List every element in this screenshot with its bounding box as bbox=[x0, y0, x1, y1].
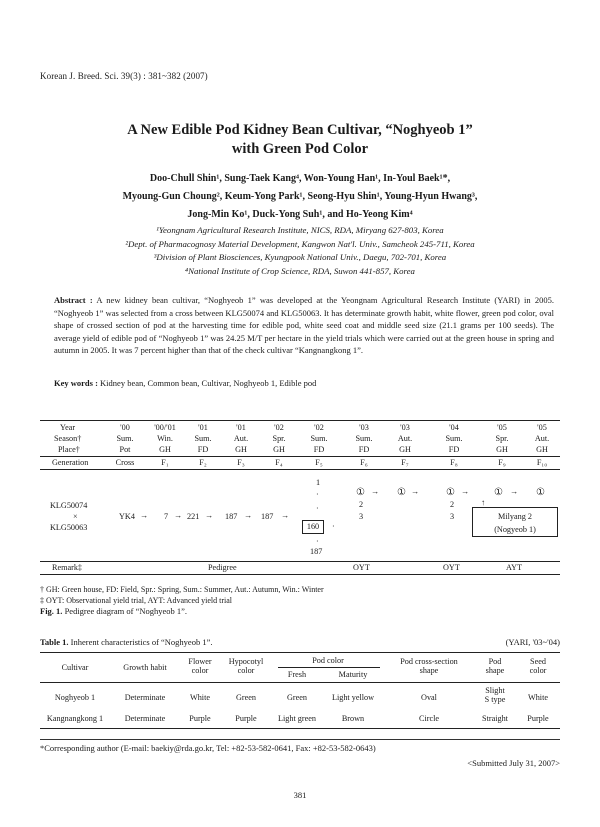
header-pod-cross bbox=[384, 657, 474, 675]
cell-maturity: Light yellow bbox=[331, 693, 375, 702]
header-hypocotyl bbox=[220, 657, 272, 675]
fig-generation-cell: F₁₀ bbox=[536, 458, 548, 467]
fig-place-cell: FD bbox=[358, 445, 370, 454]
rule-mid bbox=[40, 456, 560, 457]
figure-caption-label: Fig. 1. bbox=[40, 606, 63, 616]
header-podcross-line2: shape bbox=[419, 666, 439, 675]
cell-growth: Determinate bbox=[124, 693, 166, 702]
author-line: Jong-Min Ko¹, Duck-Yong Suh¹, and Ho-Yeong Kim⁴ bbox=[187, 209, 413, 220]
arrow: → bbox=[205, 511, 214, 520]
fig-year-cell: '01 bbox=[236, 423, 246, 432]
dot: · bbox=[332, 522, 335, 531]
header-pod-color: Pod color bbox=[312, 656, 344, 665]
footnote: ‡ OYT: Observational yield trial, AYT: Advanced yield trial bbox=[40, 596, 232, 605]
cell-fresh: Light green bbox=[278, 714, 316, 723]
author-list bbox=[0, 170, 600, 224]
fig-place-cell: FD bbox=[197, 445, 209, 454]
f8-line3: 3 bbox=[450, 512, 455, 521]
arrow: → bbox=[371, 487, 380, 496]
remark-oyt: OYT bbox=[443, 563, 460, 572]
cell-cultivar: Kangnangkong 1 bbox=[46, 714, 104, 723]
header-flower-line1: Flower bbox=[188, 657, 212, 666]
fig-year-cell: '01 bbox=[198, 423, 208, 432]
cultivar-result-box bbox=[472, 507, 558, 537]
fig-generation-cell: F₂ bbox=[199, 458, 207, 467]
cell-hypocotyl: Green bbox=[235, 693, 256, 702]
dot: · bbox=[316, 537, 319, 546]
fig-season-cell: Win. bbox=[157, 434, 173, 443]
f5-top: 1 bbox=[316, 478, 321, 487]
table-characteristics bbox=[40, 652, 560, 732]
cell-flower: White bbox=[189, 693, 210, 702]
fig-year-cell: '00 bbox=[120, 423, 130, 432]
fig-place-cell: GH bbox=[159, 445, 171, 454]
cell-cross: Oval bbox=[421, 693, 437, 702]
f6-line2: 2 bbox=[359, 500, 364, 509]
fig-generation-cell: Cross bbox=[115, 458, 135, 467]
result-box-line1: Milyang 2 bbox=[498, 512, 532, 521]
fig-place-cell: FD bbox=[313, 445, 325, 454]
row-label-generation: Generation bbox=[52, 458, 89, 467]
fig-season-cell: Aut. bbox=[233, 434, 249, 443]
fig-generation-cell: F₈ bbox=[450, 458, 458, 467]
keywords-text: Kidney bean, Common bean, Cultivar, Noghyeob 1, Edible pod bbox=[100, 378, 317, 388]
fig-year-cell: '03 bbox=[359, 423, 369, 432]
fig-place-cell: GH bbox=[496, 445, 508, 454]
remark-oyt: OYT bbox=[353, 563, 370, 572]
header-pod-shape bbox=[474, 657, 516, 675]
header-seed-line2: color bbox=[529, 666, 547, 675]
author-line: Myoung-Gun Choung², Keum-Yong Park¹, Seong-Hyu Shin¹, Young-Hyun Hwang³, bbox=[122, 191, 478, 202]
header-seed-color bbox=[516, 657, 560, 675]
f6-circled: ① bbox=[356, 487, 365, 498]
keywords-label: Key words : bbox=[54, 378, 98, 388]
paper-title-line1: A New Edible Pod Kidney Bean Cultivar, “Noghyeob 1” bbox=[127, 122, 473, 138]
arrow: → bbox=[140, 511, 149, 520]
fig-generation-cell: F₆ bbox=[360, 458, 368, 467]
row-label-place: Place† bbox=[58, 445, 80, 454]
footer-rule bbox=[40, 739, 560, 740]
parent1: KLG50074 bbox=[50, 501, 88, 510]
dot: · bbox=[316, 490, 319, 499]
abstract-text: A new kidney bean cultivar, “Noghyeob 1” was developed at the Yeongnam Agricultural Research Institute (YARI) in 2005. “Noghyeob 1” was selected from a cross between KLG50074 and KLG50063. It has determinate growth habit, white flower, green pod color, oval shape of crossed section of pod at the harvesting time for edible pod, white seed coat and middle seed size (21.1 grams per 100 seeds). The average yield of edible pod of “Noghyeob 1” was 24.25 M/T per hectare in the yield trials which were carried out at the green house in spring and autumn in 2005. It was 7 percent higher than that of the check cultivar “Kangnangkong 1”. bbox=[54, 295, 555, 356]
fig-season-cell: Aut. bbox=[397, 434, 413, 443]
affiliation: ²Dept. of Pharmacognosy Material Development, Kangwon Nat'l. Univ., Samcheok 245-711, Korea bbox=[125, 238, 475, 249]
fig-place-cell: GH bbox=[399, 445, 411, 454]
submitted-date: <Submitted July 31, 2007> bbox=[467, 758, 560, 768]
f5-selected-box: 160 bbox=[302, 520, 324, 534]
header-seed-line1: Seed bbox=[530, 657, 546, 666]
f8-line2: 2 bbox=[450, 500, 455, 509]
f1-count: 7 bbox=[164, 512, 169, 521]
rule-remark-top bbox=[40, 561, 560, 562]
cell-seed: White bbox=[527, 693, 548, 702]
fig-year-cell: '04 bbox=[449, 423, 459, 432]
cell-seed: Purple bbox=[527, 714, 549, 723]
table-caption-label: Table 1. bbox=[40, 637, 69, 647]
table-caption-text: Inherent characteristics of “Noghyeob 1”. bbox=[70, 637, 213, 647]
affiliation: ³Division of Plant Biosciences, Kyungpook National Univ., Daegu, 702-701, Korea bbox=[153, 252, 447, 262]
fig-place-cell: FD bbox=[448, 445, 460, 454]
arrow: → bbox=[174, 511, 183, 520]
f7-circled: ① bbox=[397, 487, 406, 498]
fig-season-cell: Sum. bbox=[116, 434, 134, 443]
dot: · bbox=[316, 504, 319, 513]
fig-place-cell: GH bbox=[536, 445, 548, 454]
fig-generation-cell: F₃ bbox=[237, 458, 245, 467]
fig-generation-cell: F₅ bbox=[315, 458, 323, 467]
fig-season-cell: Sum. bbox=[194, 434, 212, 443]
cell-fresh: Green bbox=[286, 693, 307, 702]
page-number: 381 bbox=[293, 790, 307, 800]
table-caption bbox=[40, 637, 560, 647]
cell-growth: Determinate bbox=[124, 714, 166, 723]
arrow: → bbox=[281, 511, 290, 520]
header-flower-line2: color bbox=[191, 666, 209, 675]
f10-circled: ① bbox=[536, 487, 545, 498]
fig-season-cell: Sum. bbox=[445, 434, 463, 443]
rule-header-bottom bbox=[40, 682, 560, 683]
fig-season-cell: Spr. bbox=[495, 434, 509, 443]
f4-count: 187 bbox=[261, 512, 274, 521]
figure-caption-text: Pedigree diagram of “Noghyeob 1”. bbox=[64, 606, 188, 616]
rule-bottom bbox=[40, 574, 560, 575]
cell-hypocotyl: Purple bbox=[235, 714, 257, 723]
footnote: † GH: Green house, FD: Field, Spr.: Spring, Sum.: Summer, Aut.: Autumn, Win.: Winter bbox=[40, 585, 324, 594]
header-maturity: Maturity bbox=[338, 670, 368, 679]
fig-generation-cell: F₄ bbox=[275, 458, 283, 467]
f2-count: 221 bbox=[187, 512, 200, 521]
rule-table-bottom bbox=[40, 728, 560, 729]
header-hypocotyl-line2: color bbox=[237, 666, 255, 675]
fig-year-cell: '00/'01 bbox=[154, 423, 176, 432]
remark-pedigree: Pedigree bbox=[208, 563, 237, 572]
header-cultivar: Cultivar bbox=[61, 663, 89, 672]
cross-code: YK4 bbox=[119, 512, 135, 521]
arrow: → bbox=[510, 487, 519, 496]
cell-cultivar: Noghyeob 1 bbox=[54, 693, 96, 702]
header-podshape-line1: Pod bbox=[488, 657, 502, 666]
header-flower-color bbox=[180, 657, 220, 675]
fig-generation-cell: F₁ bbox=[161, 458, 169, 467]
cell-cross: Circle bbox=[418, 714, 439, 723]
fig-year-cell: '05 bbox=[537, 423, 547, 432]
affiliation: ⁴National Institute of Crop Science, RDA, Suwon 441-857, Korea bbox=[185, 265, 415, 276]
fig-place-cell: GH bbox=[273, 445, 285, 454]
keywords bbox=[54, 378, 316, 388]
abstract bbox=[54, 294, 554, 357]
affiliation: ¹Yeongnam Agricultural Research Institute, NICS, RDA, Miryang 627-803, Korea bbox=[156, 225, 444, 235]
f5-bottom: 187 bbox=[310, 547, 323, 556]
fig-season-cell: Sum. bbox=[355, 434, 373, 443]
parent2: KLG50063 bbox=[50, 523, 88, 532]
fig-year-cell: '05 bbox=[497, 423, 507, 432]
corresponding-author: *Corresponding author (E-mail: baekiy@rda.go.kr, Tel: +82-53-582-0641, Fax: +82-53-582-0643) bbox=[40, 743, 376, 753]
affiliation-list bbox=[0, 224, 600, 278]
fig-year-cell: '03 bbox=[400, 423, 410, 432]
arrow: → bbox=[461, 487, 470, 496]
result-box-line2: (Nogyeob 1) bbox=[494, 525, 536, 534]
table-caption-source: (YARI, '03~'04) bbox=[505, 637, 560, 647]
cell-maturity: Brown bbox=[341, 714, 365, 723]
cell-pod-shape: Straight bbox=[482, 714, 508, 723]
f8-circled: ① bbox=[446, 487, 455, 498]
abstract-label: Abstract : bbox=[54, 295, 93, 305]
cell-podshape-line2: S type bbox=[484, 695, 506, 704]
header-podshape-line2: shape bbox=[485, 666, 505, 675]
fig-season-cell: Spr. bbox=[272, 434, 286, 443]
arrow: → bbox=[244, 511, 253, 520]
cross-symbol: × bbox=[73, 512, 78, 521]
header-growth-habit: Growth habit bbox=[123, 663, 167, 672]
rule-gen bbox=[40, 469, 560, 470]
remark-ayt: AYT bbox=[506, 563, 523, 572]
author-line: Doo-Chull Shin¹, Sung-Taek Kang⁴, Won-Young Han¹, In-Youl Baek¹*, bbox=[149, 173, 451, 184]
paper-title-line2: with Green Pod Color bbox=[231, 141, 369, 157]
f9-circled: ① bbox=[494, 487, 503, 498]
arrow: → bbox=[411, 487, 420, 496]
rule-top bbox=[40, 420, 560, 421]
fig-season-cell: Aut. bbox=[534, 434, 550, 443]
remark-label: Remark‡ bbox=[52, 563, 83, 572]
fig-generation-cell: F₇ bbox=[401, 458, 409, 467]
row-label-season: Season† bbox=[54, 434, 82, 443]
f6-line3: 3 bbox=[359, 512, 364, 521]
cell-flower: Purple bbox=[189, 714, 211, 723]
cell-pod-shape bbox=[474, 686, 516, 704]
fig-season-cell: Sum. bbox=[310, 434, 328, 443]
fig-generation-cell: F₉ bbox=[498, 458, 506, 467]
rule-podcolor bbox=[278, 667, 380, 668]
header-podcross-line1: Pod cross-section bbox=[400, 657, 458, 666]
fig-place-cell: Pot bbox=[119, 445, 131, 454]
header-hypocotyl-line1: Hypocotyl bbox=[228, 657, 264, 666]
figure-caption bbox=[40, 606, 187, 616]
journal-citation: Korean J. Breed. Sci. 39(3) : 381~382 (2007) bbox=[40, 71, 208, 81]
rule-table-top bbox=[40, 652, 560, 653]
fig-place-cell: GH bbox=[235, 445, 247, 454]
header-fresh: Fresh bbox=[287, 670, 307, 679]
row-label-year: Year bbox=[60, 423, 76, 432]
fig-year-cell: '02 bbox=[314, 423, 324, 432]
figure-footnotes bbox=[40, 584, 324, 606]
pedigree-figure bbox=[40, 416, 560, 576]
up-arrow: ↑ bbox=[481, 498, 486, 507]
fig-year-cell: '02 bbox=[274, 423, 284, 432]
cell-podshape-line1: Slight bbox=[485, 686, 505, 695]
f3-count: 187 bbox=[225, 512, 238, 521]
